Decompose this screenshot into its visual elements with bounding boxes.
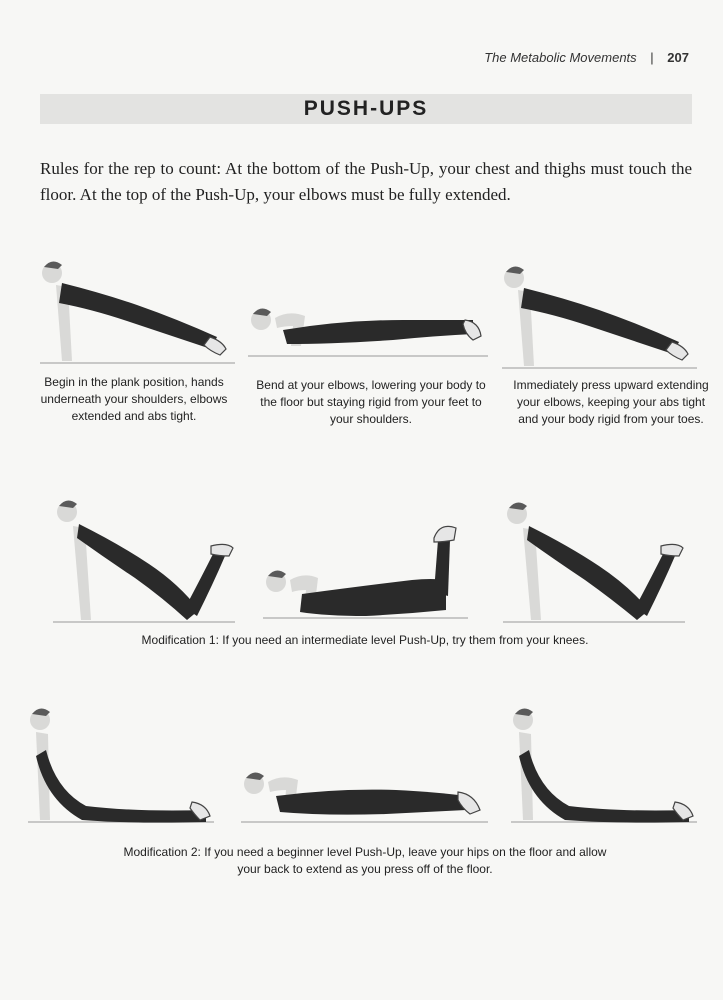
photo-beginner-press [505,706,701,826]
caption-modification-1: Modification 1: If you need an intermediate level Push-Up, try them from your knees. [141,633,589,647]
caption-step-1: Begin in the plank position, hands underneath your shoulders, elbows extended and abs tight. [40,375,228,423]
photo-press-up [492,260,702,372]
section-title: The Metabolic Movements [484,50,637,65]
photo-plank-start [30,255,240,367]
header-separator: | [650,50,654,65]
caption-modification-2: Modification 2: If you need a beginner level Push-Up, leave your hips on the floor and allow your back to extend as you press off of the floor. [123,845,607,876]
photo-knee-lowered [258,518,472,624]
page-number: 207 [667,50,689,65]
caption-step-3: Immediately press upward extending your elbows, keeping your abs tight and your body rigid from your toes. [513,378,709,426]
photo-knee-plank [45,498,241,628]
caption-step-2: Bend at your elbows, lowering your body to the floor but staying rigid from your feet to your shoulders. [256,378,486,426]
rules-paragraph: Rules for the rep to count: At the bottom of the Push-Up, your chest and thighs must touch the floor. At the top of the Push-Up, your elbows must be fully extended. [40,159,692,204]
photo-knee-press [495,500,691,628]
photo-beginner-lowered [236,762,492,826]
photo-beginner-start [22,706,218,826]
running-header [484,50,689,65]
title-band [40,94,692,124]
photo-lowered [243,300,491,360]
page-title: PUSH-UPS [303,97,429,120]
